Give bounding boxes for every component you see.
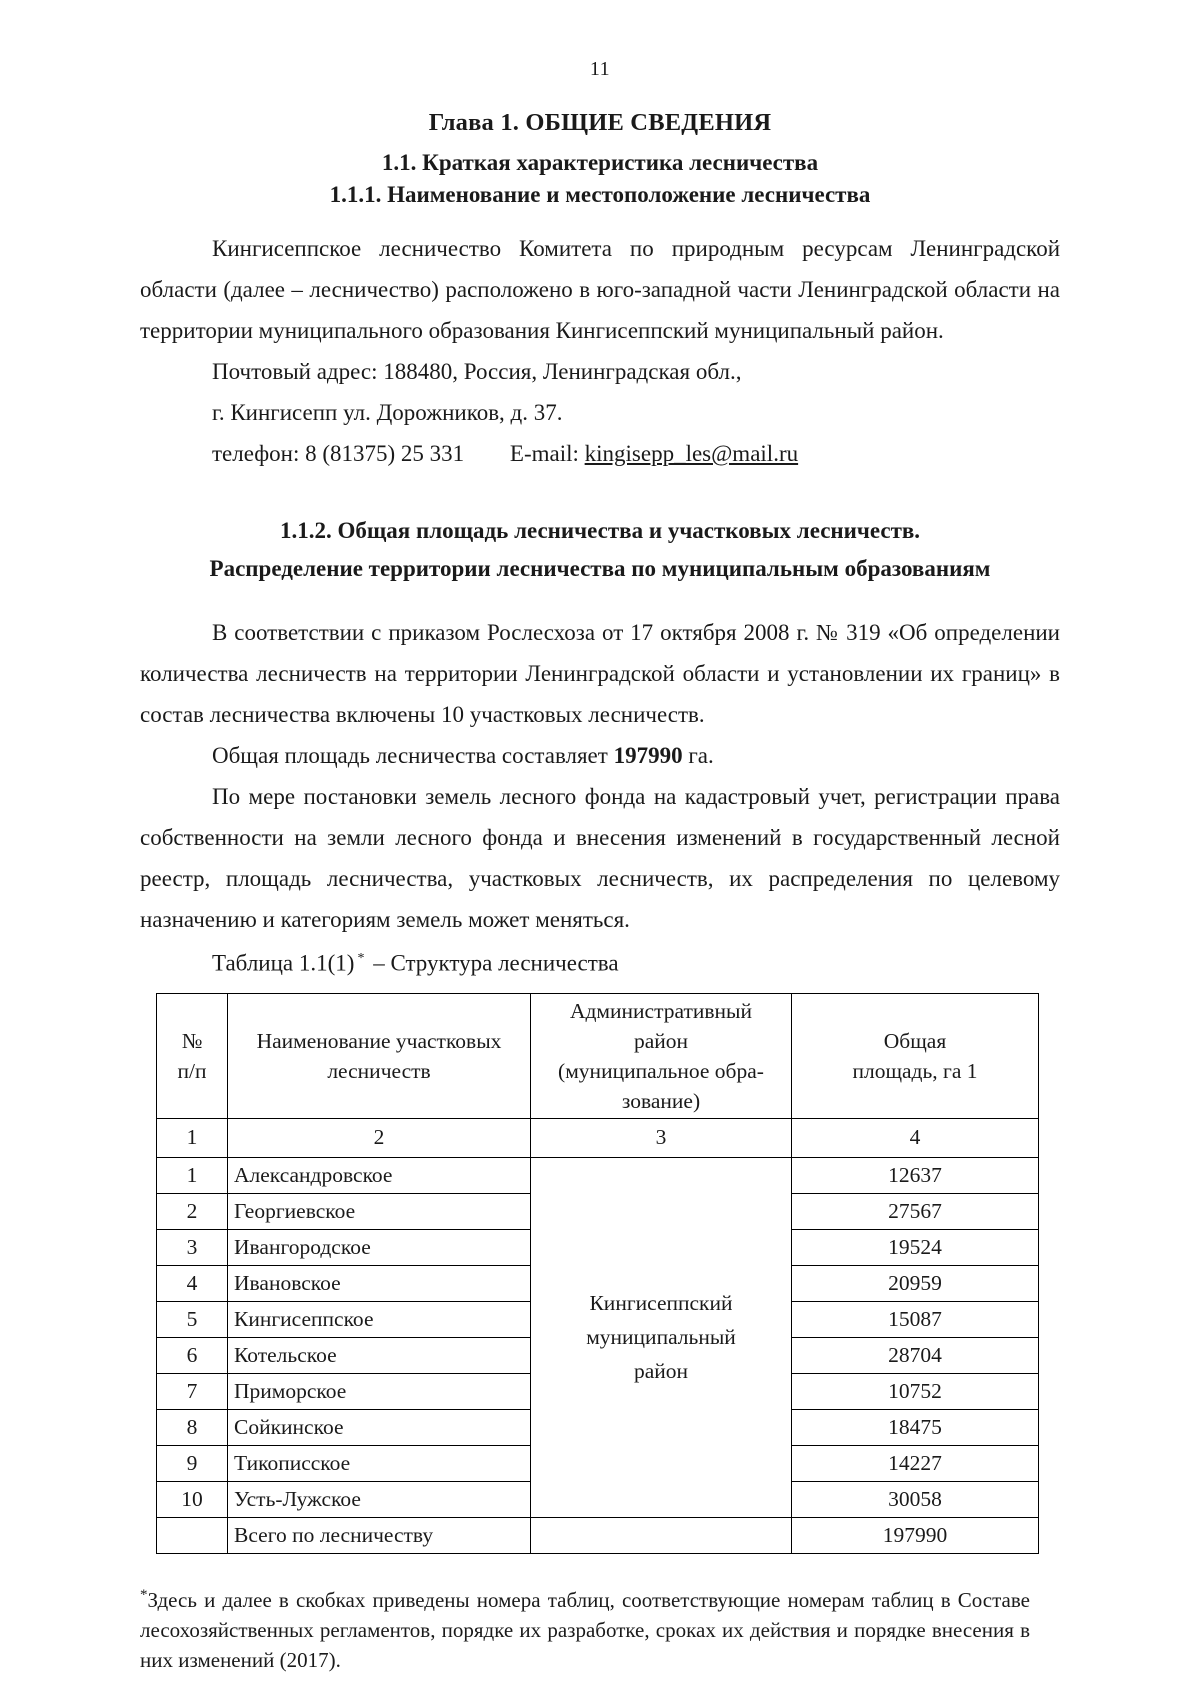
paragraph-intro: Кингисеппское лесничество Комитета по природным ресурсам Ленинградской области (далее – лесничество) расположено в юго-западной части Ленинградской области на территории муниципального образования Кингисеппский муниципальный район. xyxy=(140,236,1060,343)
row-name: Георгиевское xyxy=(228,1193,531,1229)
paragraph-total-area xyxy=(140,735,1060,776)
header-region-line1: Административный xyxy=(569,998,753,1023)
row-number: 3 xyxy=(157,1229,228,1265)
row-name: Усть-Лужское xyxy=(228,1481,531,1517)
page-number: 11 xyxy=(589,58,611,80)
header-area-line1: Общая xyxy=(883,1028,947,1053)
row-number: 5 xyxy=(157,1301,228,1337)
row-area: 10752 xyxy=(792,1373,1039,1409)
row-name: Котельское xyxy=(228,1337,531,1373)
row-name: Сойкинское xyxy=(228,1409,531,1445)
row-number: 1 xyxy=(157,1157,228,1193)
email-link[interactable]: kingisepp_les@mail.ru xyxy=(584,441,799,466)
phone-label: телефон: 8 (81375) 25 331 xyxy=(212,441,465,466)
footnote xyxy=(140,1580,1030,1675)
footnote-text: Здесь и далее в скобках приведены номера таблиц, соответствующие номерам таблиц в Составе лесохозяйственных регламентов, порядке их разработке, сроках их действия и порядке внесения в них изменений (2017). xyxy=(140,1587,1030,1672)
section-heading-1-1-2-line1: 1.1.2. Общая площадь лесничества и участковых лесничеств. xyxy=(279,518,921,543)
table-header-row xyxy=(157,993,1039,1118)
row-area: 19524 xyxy=(792,1229,1039,1265)
total-area-prefix: Общая площадь лесничества составляет xyxy=(212,743,614,768)
header-region-line3: (муниципальное обра- xyxy=(558,1058,764,1083)
email-label: E-mail: xyxy=(509,441,579,466)
header-region-line2: район xyxy=(633,1028,689,1053)
header-cell-name xyxy=(228,993,531,1118)
header-cell-number xyxy=(157,993,228,1118)
row-name: Ивангородское xyxy=(228,1229,531,1265)
page-content xyxy=(140,0,1060,1675)
header-name-line1: Наименование участковых xyxy=(256,1028,502,1053)
total-row-label: Всего по лесничеству xyxy=(228,1517,531,1553)
paragraph-street-address: г. Кингисепп ул. Дорожников, д. 37. xyxy=(212,400,563,425)
row-number: 7 xyxy=(157,1373,228,1409)
chapter-heading: Глава 1. ОБЩИЕ СВЕДЕНИЯ xyxy=(428,109,772,136)
header-cell-region xyxy=(531,993,792,1118)
header-number-line1: № xyxy=(181,1028,203,1053)
header-name-line2: лесничеств xyxy=(327,1058,431,1083)
header-cell-area xyxy=(792,993,1039,1118)
row-area: 30058 xyxy=(792,1481,1039,1517)
total-row-number xyxy=(157,1517,228,1553)
table-caption xyxy=(140,940,1060,983)
column-number-4: 4 xyxy=(792,1118,1039,1157)
table-caption-footnote-marker: * xyxy=(357,951,365,966)
row-area: 14227 xyxy=(792,1445,1039,1481)
row-name: Тикописское xyxy=(228,1445,531,1481)
table-column-number-row xyxy=(157,1118,1039,1157)
section-heading-1-1-2-block xyxy=(140,518,1060,582)
row-area: 18475 xyxy=(792,1409,1039,1445)
row-area: 20959 xyxy=(792,1265,1039,1301)
forestry-structure-table xyxy=(156,993,1039,1554)
total-area-value: 197990 xyxy=(613,743,683,768)
total-row-area: 197990 xyxy=(792,1517,1039,1553)
table-total-row xyxy=(157,1517,1039,1553)
paragraph-order: В соответствии с приказом Рослесхоза от 17 октября 2008 г. № 319 «Об определении количества лесничеств на территории Ленинградской области и установлении их границ» в состав лесничества включены 10 участковых лесничеств. xyxy=(140,620,1060,727)
row-number: 9 xyxy=(157,1445,228,1481)
row-number: 10 xyxy=(157,1481,228,1517)
region-line2: муниципальный xyxy=(586,1325,736,1350)
header-region-line4: зование) xyxy=(621,1088,701,1113)
section-heading-1-1-2-line2: Распределение территории лесничества по муниципальным образованиям xyxy=(209,556,991,581)
table-caption-prefix: Таблица 1.1(1) xyxy=(212,950,355,976)
paragraph-cadastre: По мере постановки земель лесного фонда на кадастровый учет, регистрации права собственности на земли лесного фонда и внесения изменений в государственный лесной реестр, площадь лесничества, участковых лесничеств, их распределения по целевому назначению и категориям земель может меняться. xyxy=(140,784,1060,932)
region-line3: район xyxy=(633,1359,689,1384)
header-area-line2: площадь, га 1 xyxy=(852,1058,978,1083)
region-line1: Кингисеппский xyxy=(589,1291,733,1316)
row-area: 15087 xyxy=(792,1301,1039,1337)
row-name: Кингисеппское xyxy=(228,1301,531,1337)
total-area-suffix: га. xyxy=(682,743,714,768)
column-number-1: 1 xyxy=(157,1118,228,1157)
section-heading-1-1: 1.1. Краткая характеристика лесничества xyxy=(381,150,819,175)
row-name: Приморское xyxy=(228,1373,531,1409)
row-number: 6 xyxy=(157,1337,228,1373)
footnote-marker: * xyxy=(140,1586,148,1603)
section-heading-1-1-1: 1.1.1. Наименование и местоположение лесничества xyxy=(329,182,871,207)
paragraph-postal-address: Почтовый адрес: 188480, Россия, Ленинградская обл., xyxy=(212,359,742,384)
column-number-2: 2 xyxy=(228,1118,531,1157)
row-number: 8 xyxy=(157,1409,228,1445)
header-number-line2: п/п xyxy=(177,1058,207,1083)
row-number: 4 xyxy=(157,1265,228,1301)
row-number: 2 xyxy=(157,1193,228,1229)
row-name: Александровское xyxy=(228,1157,531,1193)
row-area: 12637 xyxy=(792,1157,1039,1193)
region-merged-cell xyxy=(531,1157,792,1517)
row-name: Ивановское xyxy=(228,1265,531,1301)
total-row-region xyxy=(531,1517,792,1553)
row-area: 27567 xyxy=(792,1193,1039,1229)
paragraph-contacts xyxy=(140,433,1060,474)
column-number-3: 3 xyxy=(531,1118,792,1157)
row-area: 28704 xyxy=(792,1337,1039,1373)
table-row xyxy=(157,1157,1039,1193)
table-caption-suffix: – Структура лесничества xyxy=(367,950,619,976)
